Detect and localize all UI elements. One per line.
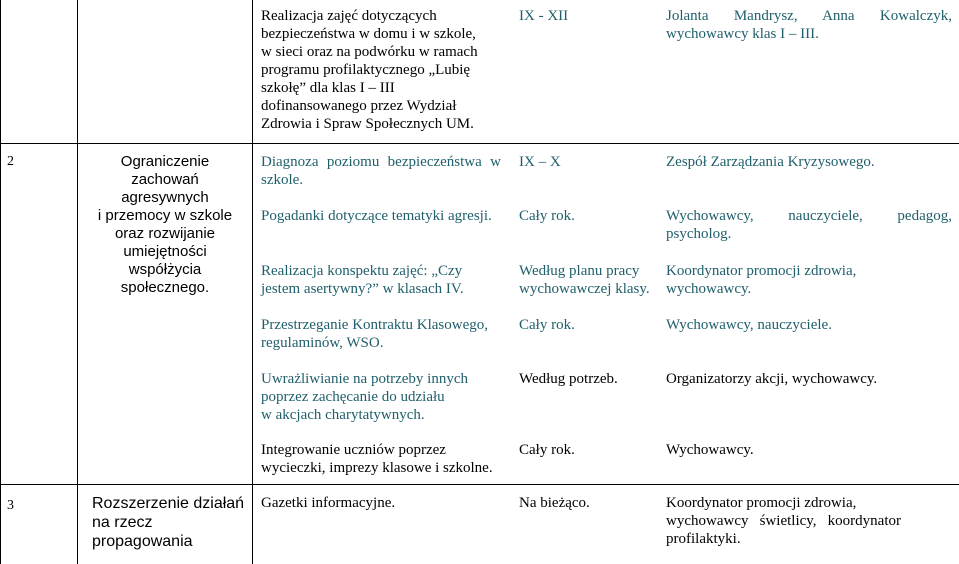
table-border-left — [0, 0, 1, 564]
column-divider-number — [77, 0, 78, 564]
term-cell-r2-3 — [519, 262, 659, 298]
task-line: jestem asertywny?” w klasach IV. — [261, 281, 464, 297]
row-divider-1 — [0, 143, 959, 144]
term-line: Cały rok. — [519, 317, 575, 333]
row-number-2: 2 — [7, 154, 14, 169]
task-line: regulaminów, WSO. — [261, 335, 384, 351]
task-cell-r2-5 — [261, 370, 501, 424]
responsible-line: psycholog. — [666, 226, 732, 242]
topic-cell-3 — [92, 494, 250, 551]
term-line: IX – X — [519, 154, 561, 170]
task-line: szkole. — [261, 172, 304, 188]
term-cell-r2-2 — [519, 207, 654, 225]
task-line: programu profilaktycznego „Lubię — [261, 62, 471, 78]
responsible-line: wychowawcy klas I – III. — [666, 26, 819, 42]
task-line: w akcjach charytatywnych. — [261, 407, 425, 423]
term-cell-r2-1 — [519, 153, 654, 171]
task-line: Przestrzeganie Kontraktu Klasowego, — [261, 317, 489, 333]
responsible-line: Koordynator promocji zdrowia, — [666, 495, 857, 511]
topic-line: i przemocy w szkole — [97, 207, 233, 224]
topic-line: oraz rozwijanie — [114, 225, 216, 242]
task-line: Pogadanki dotyczące tematyki agresji. — [261, 208, 492, 224]
responsible-cell-r2-3 — [666, 262, 952, 298]
task-cell-r3-1 — [261, 494, 506, 512]
task-line: Realizacja zajęć dotyczących — [261, 8, 437, 24]
term-line: IX - XII — [519, 8, 569, 24]
responsible-cell-r2-1 — [666, 153, 952, 171]
task-line: szkołę” dla klas I – III — [261, 80, 395, 96]
task-line: wycieczki, imprezy klasowe i szkolne. — [261, 460, 493, 476]
topic-line: agresywnych — [121, 189, 209, 206]
row-number-3: 3 — [7, 498, 14, 513]
responsible-line: wychowawcy. — [666, 281, 752, 297]
task-line: w sieci oraz na podwórku w ramach — [261, 44, 478, 60]
responsible-cell-r2-6 — [666, 441, 952, 459]
responsible-line: wychowawcy świetlicy, koordynator — [666, 513, 901, 529]
responsible-cell-r3-1 — [666, 494, 952, 548]
task-line: Diagnoza poziomu bezpieczeństwa w — [261, 154, 501, 170]
term-line: Na bieżąco. — [519, 495, 590, 511]
task-line: Gazetki informacyjne. — [261, 495, 396, 511]
term-cell-r2-4 — [519, 316, 654, 334]
term-line: Według planu pracy — [519, 263, 640, 279]
term-cell-r2-6 — [519, 441, 654, 459]
task-line: poprzez zachęcanie do udziału — [261, 389, 445, 405]
task-line: dofinansowanego przez Wydział — [261, 98, 457, 114]
row-divider-2 — [0, 484, 959, 485]
task-cell-r2-4 — [261, 316, 506, 352]
term-line: Cały rok. — [519, 442, 575, 458]
term-line: Cały rok. — [519, 208, 575, 224]
task-cell-r2-1 — [261, 153, 501, 189]
topic-line: Ograniczenie — [120, 153, 210, 170]
topic-line: na rzecz — [92, 514, 153, 531]
term-line: Według potrzeb. — [519, 371, 618, 387]
responsible-cell-r2-5 — [666, 370, 952, 388]
topic-line: współżycia — [128, 261, 202, 278]
term-line: wychowawczej klasy. — [519, 281, 650, 297]
task-cell-r2-3 — [261, 262, 501, 298]
responsible-line: Jolanta Mandrysz, Anna Kowalczyk, — [666, 8, 952, 24]
topic-line: propagowania — [92, 533, 193, 550]
responsible-line: Wychowawcy. — [666, 442, 754, 458]
responsible-line: Zespół Zarządzania Kryzysowego. — [666, 154, 875, 170]
column-divider-topic — [252, 0, 253, 564]
responsible-line: Koordynator promocji zdrowia, — [666, 263, 857, 279]
term-cell-r1-1 — [519, 7, 654, 25]
responsible-cell-r1-1 — [666, 7, 952, 43]
responsible-cell-r2-2 — [666, 207, 952, 243]
responsible-line: profilaktyki. — [666, 531, 741, 547]
task-line: Integrowanie uczniów poprzez — [261, 442, 446, 458]
task-line: bezpieczeństwa w domu i w szkole, — [261, 26, 476, 42]
topic-line: Rozszerzenie działań — [92, 495, 245, 512]
task-cell-r2-2 — [261, 207, 506, 225]
term-cell-r3-1 — [519, 494, 654, 512]
topic-line: umiejętności — [123, 243, 207, 260]
task-line: Realizacja konspektu zajęć: „Czy — [261, 263, 463, 279]
topic-line: zachowań — [131, 171, 199, 188]
task-cell-r1-1 — [261, 7, 501, 133]
responsible-line: Wychowawcy, nauczyciele. — [666, 317, 832, 333]
topic-line: społecznego. — [120, 279, 210, 296]
topic-cell-2 — [80, 153, 250, 297]
term-cell-r2-5 — [519, 370, 654, 388]
responsible-line: Wychowawcy, nauczyciele, pedagog, — [666, 208, 952, 224]
task-line: Uwrażliwianie na potrzeby innych — [261, 371, 469, 387]
responsible-line: Organizatorzy akcji, wychowawcy. — [666, 371, 878, 387]
responsible-cell-r2-4 — [666, 316, 952, 334]
task-line: Zdrowia i Spraw Społecznych UM. — [261, 116, 474, 132]
task-cell-r2-6 — [261, 441, 511, 477]
